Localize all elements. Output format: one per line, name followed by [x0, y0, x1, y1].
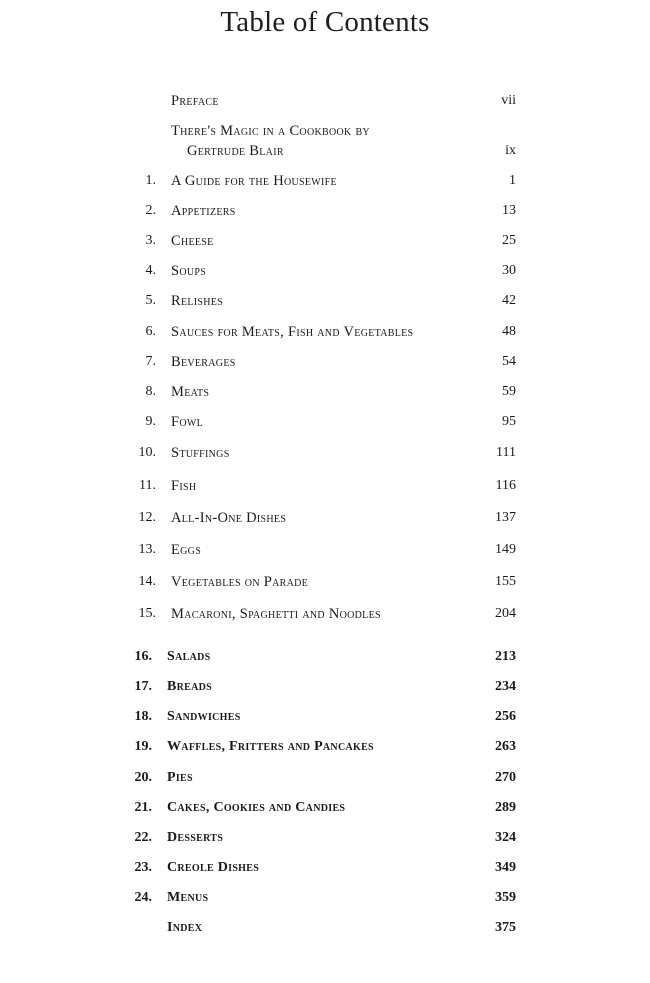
- toc-chapter-8[interactable]: [0, 382, 650, 402]
- chapter-title: Eggs: [171, 542, 202, 558]
- toc-entry-label: Index: [167, 920, 203, 935]
- chapter-title: Fish: [171, 478, 197, 494]
- chapter-title: Fowl: [171, 414, 204, 430]
- chapter-title: Waffles, Fritters and Pancakes: [167, 739, 374, 754]
- chapter-title: Cheese: [171, 233, 214, 249]
- toc-chapter-24[interactable]: [0, 888, 650, 908]
- chapter-title: Soups: [171, 263, 207, 279]
- chapter-page: 25: [502, 233, 516, 248]
- chapter-number: 20.: [134, 770, 152, 785]
- page-title: Table of Contents: [220, 6, 430, 38]
- chapter-title: Appetizers: [171, 203, 236, 219]
- chapter-page: 349: [495, 860, 516, 875]
- chapter-title: Desserts: [167, 830, 224, 845]
- chapter-page: 54: [502, 354, 516, 369]
- toc-chapter-17[interactable]: [0, 677, 650, 697]
- chapter-page: 256: [495, 709, 516, 724]
- chapter-title: Meats: [171, 384, 210, 400]
- chapter-title: Relishes: [171, 293, 224, 309]
- chapter-number: 11.: [139, 478, 156, 493]
- chapter-number: 17.: [134, 679, 152, 694]
- toc-chapter-10[interactable]: [0, 443, 650, 463]
- chapter-number: 14.: [138, 574, 156, 589]
- chapter-number: 16.: [134, 649, 152, 664]
- chapter-page: 48: [502, 324, 516, 339]
- toc-chapter-3[interactable]: [0, 231, 650, 251]
- toc-chapter-5[interactable]: [0, 291, 650, 311]
- chapter-page: 13: [502, 203, 516, 218]
- chapter-title: Pies: [167, 770, 193, 785]
- toc-chapter-7[interactable]: [0, 352, 650, 372]
- toc-chapter-6[interactable]: [0, 322, 650, 342]
- toc-chapter-18[interactable]: [0, 707, 650, 727]
- chapter-page: 359: [495, 890, 516, 905]
- toc-entry-label: Preface: [171, 93, 219, 109]
- chapter-page: 137: [495, 510, 516, 525]
- chapter-number: 15.: [138, 606, 156, 621]
- chapter-title: Menus: [167, 890, 209, 905]
- chapter-number: 5.: [145, 293, 156, 308]
- toc-chapter-9[interactable]: [0, 412, 650, 432]
- toc-chapter-13[interactable]: [0, 540, 650, 560]
- chapter-page: 111: [496, 445, 516, 460]
- chapter-number: 19.: [134, 739, 152, 754]
- chapter-number: 7.: [145, 354, 156, 369]
- toc-entry-label-line-2: Gertrude Blair: [187, 143, 284, 159]
- chapter-page: 270: [495, 770, 516, 785]
- chapter-title: Sandwiches: [167, 709, 241, 724]
- chapter-number: 10.: [138, 445, 156, 460]
- chapter-page: 59: [502, 384, 516, 399]
- toc-chapter-19[interactable]: [0, 737, 650, 757]
- toc-chapter-23[interactable]: [0, 858, 650, 878]
- chapter-page: 204: [495, 606, 516, 621]
- toc-entry-page: ix: [505, 143, 516, 158]
- toc-chapter-16[interactable]: [0, 647, 650, 667]
- chapter-title: Sauces for Meats, Fish and Vegetables: [171, 324, 414, 340]
- toc-chapter-2[interactable]: [0, 201, 650, 221]
- chapter-title: Creole Dishes: [167, 860, 260, 875]
- toc-entry-preface[interactable]: [0, 91, 650, 111]
- toc-chapter-4[interactable]: [0, 261, 650, 281]
- toc-chapter-15[interactable]: [0, 604, 650, 624]
- chapter-page: 42: [502, 293, 516, 308]
- chapter-page: 263: [495, 739, 516, 754]
- chapter-title: Macaroni, Spaghetti and Noodles: [171, 606, 381, 622]
- toc-chapter-11[interactable]: [0, 476, 650, 496]
- chapter-page: 289: [495, 800, 516, 815]
- chapter-number: 18.: [134, 709, 152, 724]
- toc-chapter-21[interactable]: [0, 798, 650, 818]
- toc-chapter-14[interactable]: [0, 572, 650, 592]
- chapter-number: 13.: [138, 542, 156, 557]
- toc-entry-index[interactable]: [0, 918, 650, 938]
- toc-entry-magic-in-a-cookbook[interactable]: [0, 121, 650, 161]
- chapter-title: Vegetables on Parade: [171, 574, 309, 590]
- chapter-page: 234: [495, 679, 516, 694]
- toc-chapter-22[interactable]: [0, 828, 650, 848]
- chapter-number: 8.: [145, 384, 156, 399]
- chapter-number: 9.: [145, 414, 156, 429]
- toc-chapter-20[interactable]: [0, 768, 650, 788]
- chapter-title: Beverages: [171, 354, 236, 370]
- chapter-title: Salads: [167, 649, 211, 664]
- chapter-number: 1.: [145, 173, 156, 188]
- toc-entry-page: vii: [501, 93, 516, 108]
- chapter-number: 22.: [134, 830, 152, 845]
- chapter-page: 155: [495, 574, 516, 589]
- chapter-title: All-In-One Dishes: [171, 510, 287, 526]
- toc-entry-page: 375: [495, 920, 516, 935]
- chapter-number: 3.: [145, 233, 156, 248]
- chapter-number: 24.: [134, 890, 152, 905]
- chapter-page: 149: [495, 542, 516, 557]
- chapter-number: 12.: [138, 510, 156, 525]
- chapter-number: 21.: [134, 800, 152, 815]
- chapter-number: 4.: [145, 263, 156, 278]
- chapter-title: Cakes, Cookies and Candies: [167, 800, 346, 815]
- chapter-title: A Guide for the Housewife: [171, 173, 337, 189]
- chapter-page: 324: [495, 830, 516, 845]
- toc-chapter-1[interactable]: [0, 171, 650, 191]
- chapter-title: Breads: [167, 679, 213, 694]
- chapter-page: 30: [502, 263, 516, 278]
- chapter-number: 2.: [145, 203, 156, 218]
- chapter-number: 23.: [134, 860, 152, 875]
- chapter-page: 95: [502, 414, 516, 429]
- toc-entry-label-line-1: There's Magic in a Cookbook by: [171, 123, 370, 139]
- toc-chapter-12[interactable]: [0, 508, 650, 528]
- chapter-page: 116: [495, 478, 516, 493]
- chapter-title: Stuffings: [171, 445, 230, 461]
- chapter-page: 213: [495, 649, 516, 664]
- chapter-page: 1: [509, 173, 516, 188]
- chapter-number: 6.: [145, 324, 156, 339]
